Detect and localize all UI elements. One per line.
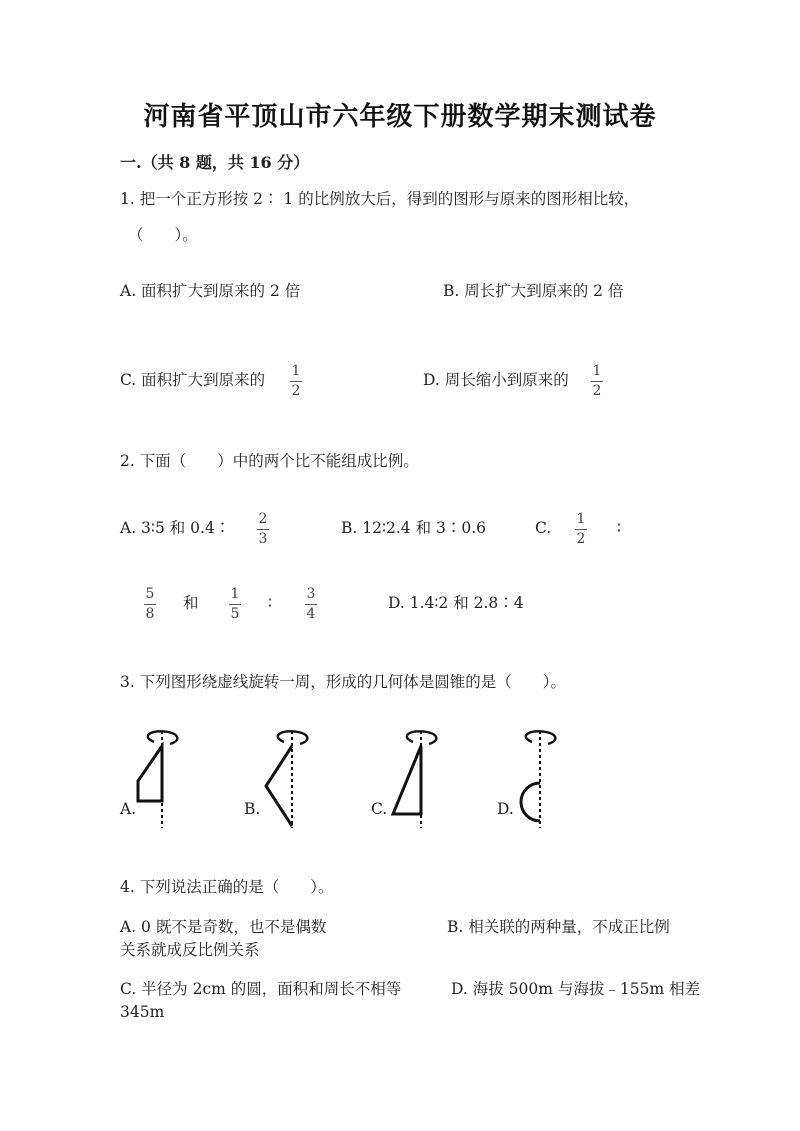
fraction-numerator: 2 <box>258 511 268 527</box>
q4-option-d-line2: 345m <box>120 1003 165 1021</box>
triangle-shape <box>266 746 292 826</box>
fraction-numerator: 5 <box>145 586 155 602</box>
q2-stem: 2. 下面（ ）中的两个比不能组成比例。 <box>120 452 419 470</box>
q1-option-c[interactable]: C. 面积扩大到原来的 <box>120 371 266 389</box>
fraction-denominator: 4 <box>306 606 316 622</box>
fraction-bar <box>290 381 302 382</box>
q3-option-c[interactable]: C. <box>371 800 388 818</box>
q1-stem-blank: （ ）。 <box>128 226 198 244</box>
q2-fraction-1-5 <box>229 587 241 622</box>
q1-option-d[interactable]: D. 周长缩小到原来的 <box>423 371 569 389</box>
fraction-numerator: 1 <box>291 363 301 379</box>
q3-stem: 3. 下列图形绕虚线旋转一周，形成的几何体是圆锥的是（ ）。 <box>120 673 566 691</box>
q4-option-b-line2: 关系就成反比例关系 <box>120 941 260 959</box>
trapezoid-shape <box>138 746 162 801</box>
q1-option-c-fraction <box>290 364 302 399</box>
q3-figure-a <box>130 726 190 831</box>
q4-option-b-line1[interactable]: B. 相关联的两种量，不成正比例 <box>447 918 670 936</box>
q4-option-a[interactable]: A. 0 既不是奇数，也不是偶数 <box>120 918 327 936</box>
q2-fraction-5-8 <box>144 587 156 622</box>
q2-option-c-fraction-1 <box>575 512 587 547</box>
fraction-bar <box>257 529 269 530</box>
q2-and-text: 和 <box>183 594 199 612</box>
q4-stem: 4. 下列说法正确的是（ ）。 <box>120 878 334 896</box>
q3-figure-c <box>385 726 445 831</box>
q1-option-d-fraction <box>591 364 603 399</box>
fraction-numerator: 3 <box>306 586 316 602</box>
q1-option-b[interactable]: B. 周长扩大到原来的 2 倍 <box>443 282 624 300</box>
q1-stem: 1. 把一个正方形按 2∶ 1 的比例放大后，得到的图形与原来的图形相比较， <box>120 190 640 208</box>
semicircle-shape <box>521 783 540 821</box>
q2-option-c-colon: ∶ <box>617 519 622 537</box>
q3-option-d[interactable]: D. <box>497 800 514 818</box>
fraction-numerator: 1 <box>576 511 586 527</box>
fraction-denominator: 2 <box>576 531 586 547</box>
fraction-bar <box>229 604 241 605</box>
q4-option-c[interactable]: C. 半径为 2cm 的圆，面积和周长不相等 <box>120 980 402 998</box>
fraction-numerator: 1 <box>230 586 240 602</box>
q2-option-a[interactable]: A. 3∶5 和 0.4∶ <box>120 519 231 537</box>
q3-option-b[interactable]: B. <box>244 800 261 818</box>
section-heading: 一.（共 8 题，共 16 分） <box>120 153 310 172</box>
q2-option-d[interactable]: D. 1.4∶2 和 2.8∶4 <box>388 594 524 612</box>
q1-option-a[interactable]: A. 面积扩大到原来的 2 倍 <box>120 282 301 300</box>
fraction-denominator: 2 <box>592 383 602 399</box>
fraction-numerator: 1 <box>592 363 602 379</box>
q2-colon: ∶ <box>268 594 273 612</box>
fraction-denominator: 2 <box>291 383 301 399</box>
page-title: 河南省平顶山市六年级下册数学期末测试卷 <box>143 102 657 132</box>
fraction-denominator: 3 <box>258 531 268 547</box>
fraction-denominator: 8 <box>145 606 155 622</box>
right-triangle-shape <box>393 746 421 814</box>
fraction-bar <box>305 604 317 605</box>
fraction-bar <box>575 529 587 530</box>
q3-figure-d <box>510 726 570 831</box>
fraction-denominator: 5 <box>230 606 240 622</box>
q3-figure-b <box>258 726 318 831</box>
q4-option-d-line1[interactable]: D. 海拔 500m 与海拔﹣155m 相差 <box>451 980 701 998</box>
fraction-bar <box>144 604 156 605</box>
fraction-bar <box>591 381 603 382</box>
q2-fraction-3-4 <box>305 587 317 622</box>
q2-option-b[interactable]: B. 12∶2.4 和 3∶0.6 <box>341 519 487 537</box>
q3-option-a[interactable]: A. <box>120 800 137 818</box>
q2-option-a-fraction <box>257 512 269 547</box>
q2-option-c[interactable]: C. <box>535 519 552 537</box>
